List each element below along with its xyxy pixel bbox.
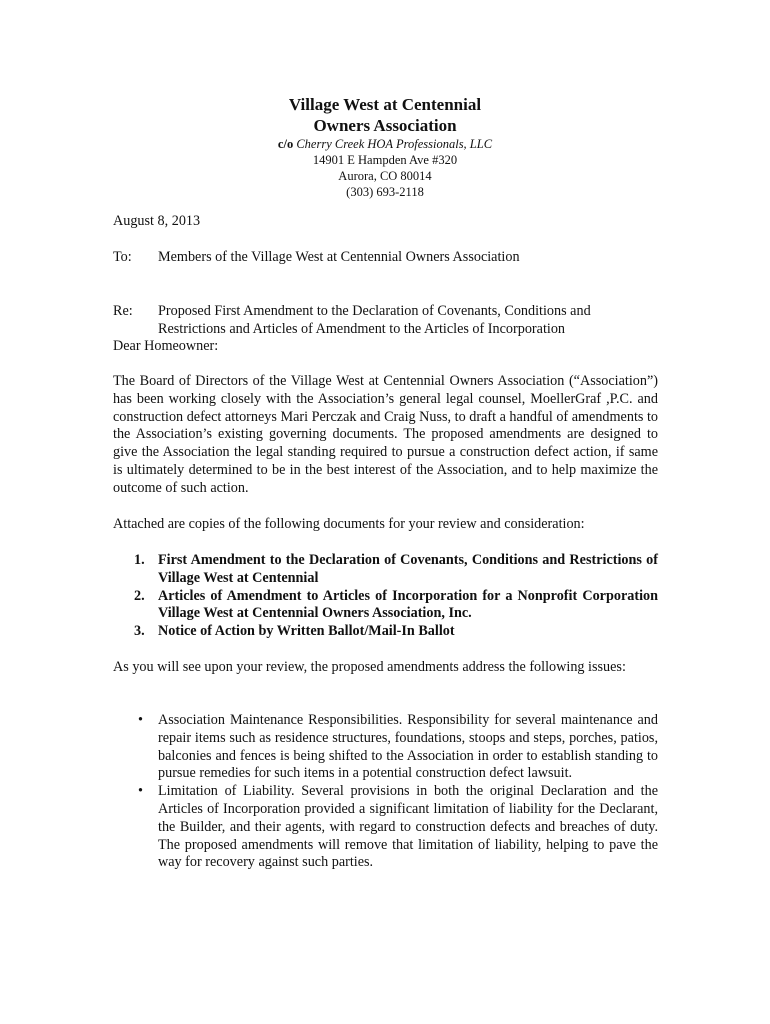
street-address: 14901 E Hampden Ave #320 <box>312 153 458 167</box>
management-company: Cherry Creek HOA Professionals, LLC <box>296 137 493 151</box>
care-of-line <box>0 136 770 152</box>
list-item-number: 2. <box>134 587 145 604</box>
issues-list <box>113 712 658 872</box>
list-item-text: Association Maintenance Responsibilities. Responsibility for several maintenance and repair items such as residence structures, foundations, stoops and steps, porches, patios, balconies and fences is being shifted to the Association in order to establish standing to pursue remedies for such items in a potential construction defect lawsuit. <box>158 712 658 782</box>
re-line <box>113 303 658 339</box>
association-name-line-2: Owners Association <box>313 116 457 135</box>
salutation: Dear Homeowner: <box>113 338 219 354</box>
attached-documents-list <box>113 552 658 641</box>
list-item <box>113 552 658 588</box>
intro-paragraph: The Board of Directors of the Village West at Centennial Owners Association (“Association”) has been working closely with the Association’s general legal counsel, MoellerGraf ,P.C. and construction defect attorneys Mari Perczak and Craig Nuss, to draft a handful of amendments to the Association’s existing governing documents. The proposed amendments are designed to give the Association the legal standing required to pursue a construction defect action, if same is ultimately determined to be in the best interest of the Association, and to help maximize the outcome of such action. <box>113 373 658 496</box>
list-item-text: Notice of Action by Written Ballot/Mail-In Ballot <box>158 623 455 640</box>
attachments-intro: Attached are copies of the following documents for your review and consideration: <box>113 516 585 532</box>
list-item-number: 3. <box>134 623 145 640</box>
list-item-number: 1. <box>134 552 145 568</box>
association-name-line-1: Village West at Centennial <box>288 95 482 114</box>
re-subject: Proposed First Amendment to the Declaration of Covenants, Conditions and Restrictions and Articles of Amendment to the Articles of Incorporation <box>158 302 591 337</box>
list-item <box>113 623 658 641</box>
letter-date: August 8, 2013 <box>113 213 201 229</box>
list-item-text: Limitation of Liability. Several provisions in both the original Declaration and the Articles of Incorporation provided a significant limitation of liability for the Declarant, the Builder, and their agents, with regard to construction defects and breaches of duty. The proposed amendments will remove that limitation of liability, helping to pave the way for recovery against such parties. <box>158 783 658 871</box>
to-recipients: Members of the Village West at Centennial Owners Association <box>158 249 520 265</box>
bullet-icon: • <box>138 712 143 728</box>
city-state-zip: Aurora, CO 80014 <box>338 169 432 183</box>
phone-number: (303) 693-2118 <box>346 185 424 199</box>
list-item <box>113 588 658 624</box>
letterhead <box>0 94 770 200</box>
re-label: Re: <box>113 302 133 319</box>
care-of-prefix: c/o <box>277 137 294 151</box>
list-item <box>113 783 658 872</box>
list-item-text: First Amendment to the Declaration of Covenants, Conditions and Restrictions of Village West at Centennial <box>158 552 658 586</box>
list-item <box>113 712 658 783</box>
issues-intro: As you will see upon your review, the proposed amendments address the following issues: <box>113 659 626 675</box>
to-line <box>113 249 658 267</box>
bullet-icon: • <box>138 783 143 800</box>
to-label: To: <box>113 249 132 265</box>
list-item-text: Articles of Amendment to Articles of Incorporation for a Nonprofit Corporation Village West at Centennial Owners Association, Inc. <box>158 587 658 622</box>
